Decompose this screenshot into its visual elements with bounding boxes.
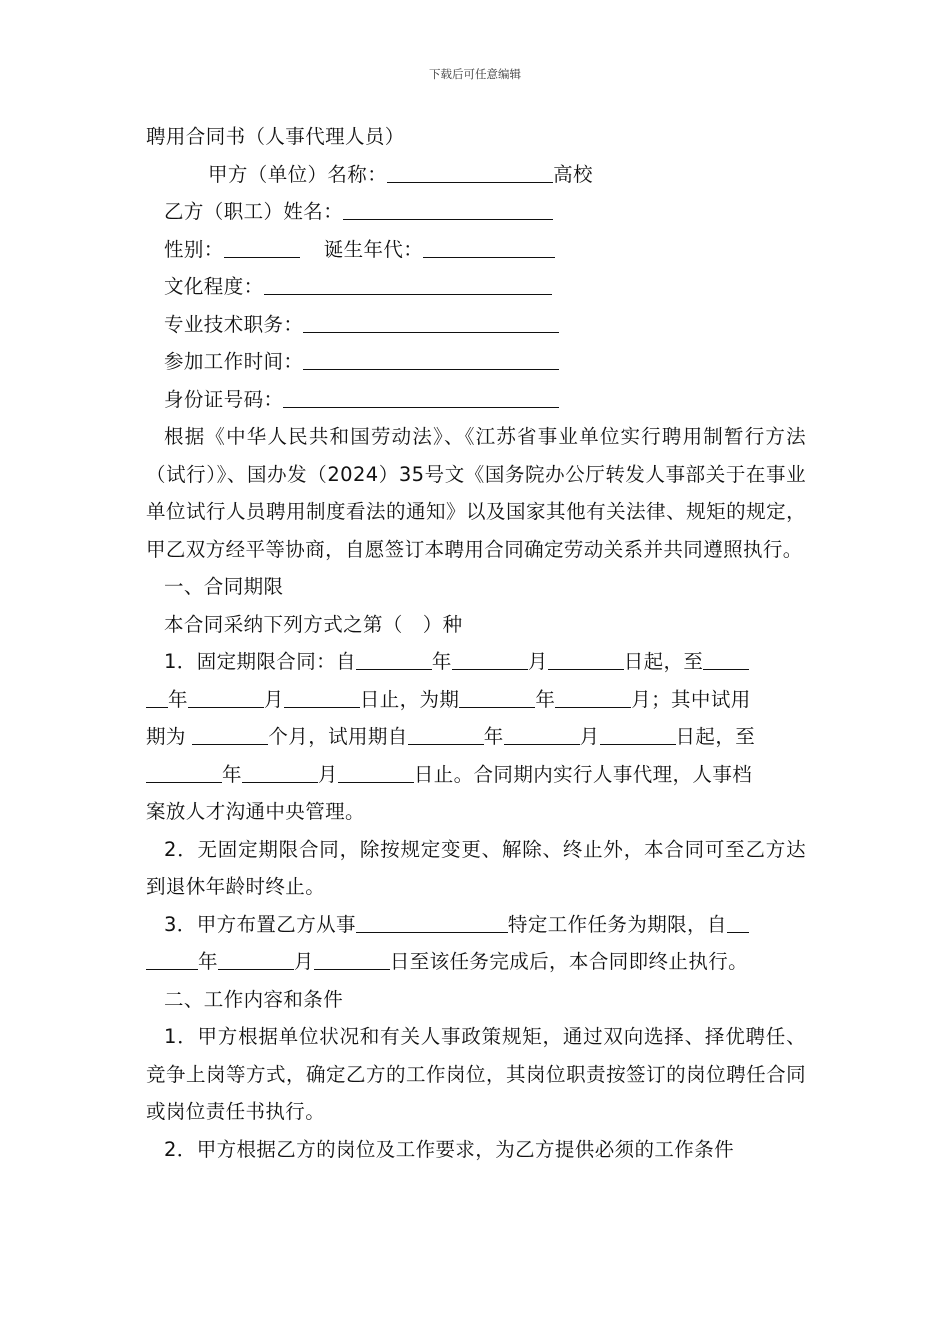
party-b-label: 乙方（职工）姓名：	[164, 200, 344, 223]
probation-start-month-field[interactable]	[504, 720, 580, 745]
task-year-field-part1[interactable]	[727, 908, 749, 933]
start-year-field[interactable]	[356, 645, 432, 670]
id-number-row	[146, 381, 806, 419]
item-1-text: 月	[263, 687, 284, 711]
end-month-field[interactable]	[188, 683, 264, 708]
party-b-name-field[interactable]	[343, 195, 553, 220]
item-1-text: 日止，为期	[359, 687, 460, 711]
item-1-text: 年	[222, 762, 242, 786]
item-3-line-2	[146, 943, 806, 981]
education-row	[146, 268, 806, 306]
item-3-text: 日至该任务完成后，本合同即终止执行。	[389, 950, 749, 973]
section-1-title: 一、合同期限	[164, 575, 284, 598]
item-3-text: 月	[293, 950, 314, 973]
probation-months-field[interactable]	[192, 720, 268, 745]
title-rank-row	[146, 306, 806, 344]
party-a-row	[146, 156, 806, 194]
item-3-text: 3．甲方布置乙方从事	[164, 912, 356, 936]
item-3-text: 特定工作任务为期限，自	[507, 912, 727, 936]
gender-field[interactable]	[224, 233, 300, 258]
item-2-paragraph: 2．无固定期限合同，除按规定变更、解除、终止外，本合同可至乙方达到退休年龄时终止。	[146, 837, 806, 898]
probation-end-year-field[interactable]	[146, 758, 222, 783]
term-month-field[interactable]	[555, 683, 631, 708]
item-1-text: 年	[535, 687, 556, 711]
party-a-name-field[interactable]	[387, 158, 553, 183]
id-number-label: 身份证号码：	[164, 387, 284, 411]
item-1-text: 日止。合同期内实行人事代理，人事档	[413, 762, 753, 786]
title-rank-field[interactable]	[303, 308, 559, 333]
item-1-text: 年	[483, 725, 504, 748]
party-b-row	[146, 193, 806, 231]
birth-field[interactable]	[423, 233, 555, 258]
task-field[interactable]	[356, 908, 508, 933]
task-month-field[interactable]	[218, 945, 294, 970]
document-title: 聘用合同书（人事代理人员）	[146, 125, 405, 148]
education-field[interactable]	[264, 270, 552, 295]
start-day-field[interactable]	[548, 645, 624, 670]
item-1-text: 1．固定期限合同：自	[164, 650, 356, 673]
end-year-field-part2[interactable]	[146, 683, 168, 708]
item-1-line-4	[146, 756, 806, 794]
birth-label: 诞生年代：	[323, 237, 424, 261]
section-2-item-2: 2．甲方根据乙方的岗位及工作要求，为乙方提供必须的工作条件	[164, 1137, 735, 1161]
item-1-line-1	[146, 643, 806, 681]
start-month-field[interactable]	[452, 645, 528, 670]
item-1-text: 月	[317, 762, 338, 786]
item-1-text: 个月，试用期自	[268, 725, 408, 748]
page-header-note: 下载后可任意编辑	[429, 67, 521, 81]
item-1-text: 年	[431, 650, 452, 673]
item-3-line-1	[146, 906, 806, 944]
gender-label: 性别：	[164, 237, 224, 261]
party-a-label: 甲方（单位）名称：	[208, 162, 388, 186]
probation-start-year-field[interactable]	[408, 720, 484, 745]
title-rank-label: 专业技术职务：	[164, 312, 304, 336]
term-year-field[interactable]	[459, 683, 535, 708]
item-1-line-5: 案放人才沟通中央管理。	[146, 800, 365, 823]
section-2-item-1: 1．甲方根据单位状况和有关人事政策规矩，通过双向选择、择优聘任、竞争上岗等方式，确定乙方的工作岗位，其岗位职责按签订的岗位聘任合同或岗位责任书执行。	[146, 1025, 806, 1123]
id-number-field[interactable]	[283, 383, 559, 408]
contract-document	[146, 118, 806, 1168]
probation-start-day-field[interactable]	[600, 720, 676, 745]
education-label: 文化程度：	[164, 275, 264, 298]
item-1-text: 期为	[146, 725, 193, 748]
item-1-line-3	[146, 718, 806, 756]
item-1-text: 月	[527, 650, 548, 673]
item-1-text: 日起，至	[623, 650, 704, 673]
end-day-field[interactable]	[284, 683, 360, 708]
item-3-text: 年	[198, 950, 218, 973]
task-day-field[interactable]	[314, 945, 390, 970]
end-year-field-part1[interactable]	[703, 645, 749, 670]
work-start-row	[146, 343, 806, 381]
task-year-field-part2[interactable]	[146, 945, 198, 970]
probation-end-month-field[interactable]	[242, 758, 318, 783]
section-2-title: 二、工作内容和条件	[164, 987, 344, 1011]
item-1-text: 月	[579, 725, 600, 748]
work-start-field[interactable]	[303, 345, 559, 370]
item-1-text: 日起，至	[675, 725, 756, 748]
item-1-text: 年	[168, 687, 188, 711]
intro-paragraph: 根据《中华人民共和国劳动法》、《江苏省事业单位实行聘用制暂行方法（试行）》、国办发（2024）35号文《国务院办公厅转发人事部关于在事业单位试行人员聘用制度看法的通知》以及国家其他有关法律、规矩的规定，甲乙双方经平等协商，自愿签订本聘用合同确定劳动关系并共同遵照执行。	[146, 425, 806, 561]
item-1-text: 月；其中试用	[631, 687, 751, 711]
party-a-suffix: 高校	[553, 162, 593, 186]
gender-row	[146, 231, 806, 269]
work-start-label: 参加工作时间：	[164, 350, 304, 373]
item-1-line-2	[146, 681, 806, 719]
section-1-choice: 本合同采纳下列方式之第（ ）种	[164, 612, 463, 636]
probation-end-day-field[interactable]	[338, 758, 414, 783]
